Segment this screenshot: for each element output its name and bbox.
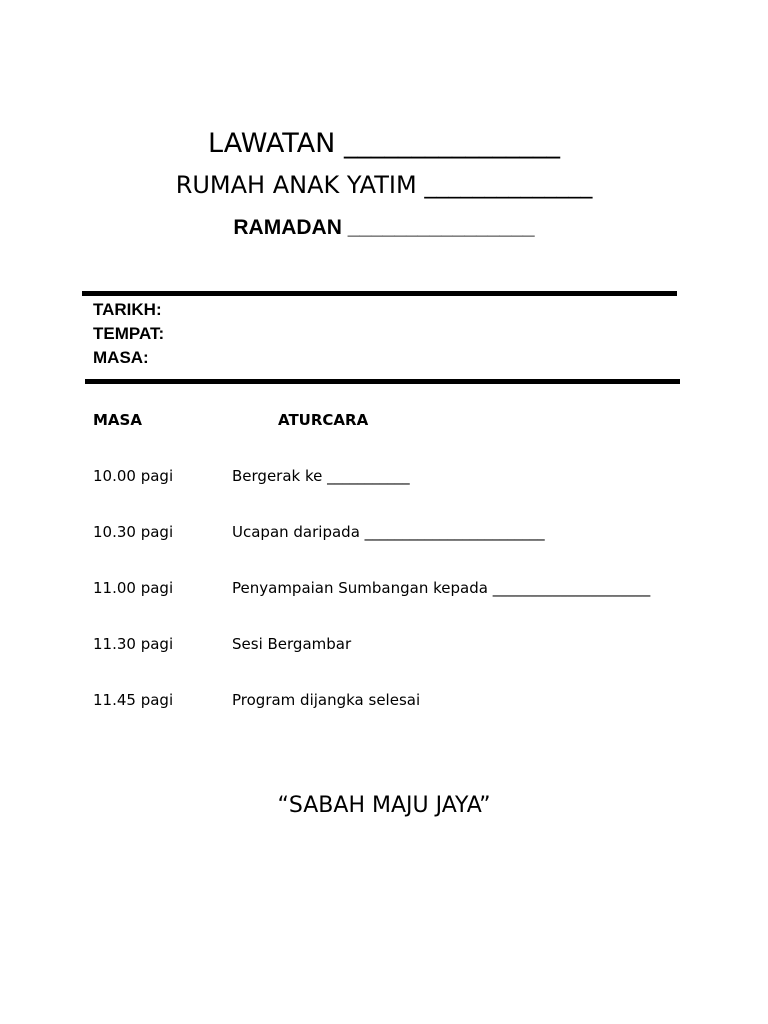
schedule-time: 11.00 pagi xyxy=(93,579,174,597)
schedule-row xyxy=(0,523,768,545)
divider-bottom xyxy=(85,379,680,384)
schedule-row xyxy=(0,579,768,601)
schedule-activity: Ucapan daripada ________________________ xyxy=(232,523,545,541)
schedule-time: 10.30 pagi xyxy=(93,523,174,541)
schedule-activity: Sesi Bergambar xyxy=(232,635,352,653)
divider-top xyxy=(82,291,677,296)
title-lawatan: LAWATAN ________________ xyxy=(208,128,560,159)
schedule-activity: Program dijangka selesai xyxy=(232,691,421,709)
info-masa: MASA: xyxy=(93,348,149,367)
schedule-time: 10.00 pagi xyxy=(93,467,174,485)
info-tarikh: TARIKH: xyxy=(93,300,162,319)
info-tempat: TEMPAT: xyxy=(93,324,165,343)
title-ramadan: RAMADAN ________________ xyxy=(233,216,535,239)
schedule-time: 11.45 pagi xyxy=(93,691,174,709)
schedule-activity: Penyampaian Sumbangan kepada _____________________ xyxy=(232,579,651,597)
schedule-activity: Bergerak ke ___________ xyxy=(232,467,410,485)
column-header-aturcara: ATURCARA xyxy=(278,411,369,429)
title-rumah-anak-yatim: RUMAH ANAK YATIM ______________ xyxy=(175,171,593,199)
schedule-row xyxy=(0,467,768,489)
schedule-time: 11.30 pagi xyxy=(93,635,174,653)
motto: “SABAH MAJU JAYA” xyxy=(277,793,491,818)
event-info xyxy=(93,298,164,370)
column-header-masa: MASA xyxy=(93,411,142,429)
schedule-row xyxy=(0,635,768,657)
schedule-row xyxy=(0,691,768,713)
